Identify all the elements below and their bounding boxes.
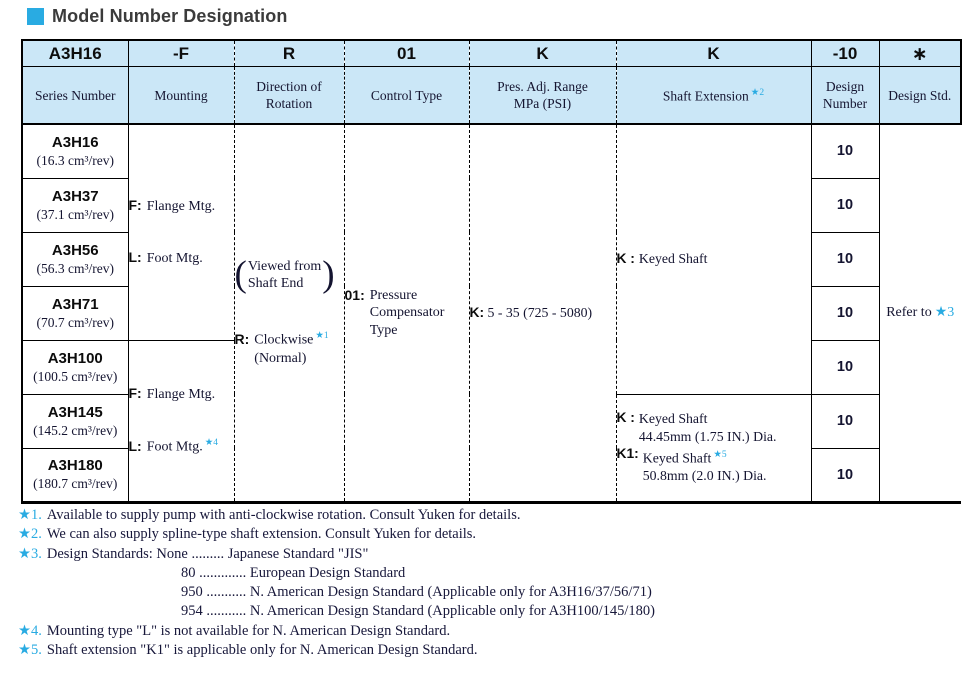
code-pressure: K	[469, 40, 616, 67]
rotation-cell: ( Viewed from Shaft End ) R: Clockwise $^{★1}$ (Normal)	[234, 124, 344, 502]
code-std	[879, 40, 961, 67]
viewed-from-note: ( Viewed from Shaft End )	[234, 254, 335, 296]
footnote-ref-1: ★1	[315, 331, 329, 342]
column-header-pressure: Pres. Adj. Range MPa (PSI)	[469, 67, 616, 125]
star-5-icon: ★5.	[18, 642, 42, 659]
column-header-design-std: Design Std.	[879, 67, 961, 125]
code-mounting: -F	[128, 40, 234, 67]
design-std-cell: Refer to ★3	[886, 305, 955, 321]
model-code-row	[22, 40, 961, 67]
mounting-group-1: F: Flange Mtg. L: Foot Mtg.	[128, 124, 234, 340]
series-cell-a3h71: A3H71 (70.7 cm³/rev)	[22, 286, 128, 340]
shaft-extension-group-1: K : Keyed Shaft	[616, 124, 811, 394]
series-cell-a3h56: A3H56 (56.3 cm³/rev)	[22, 232, 128, 286]
column-header-control: Control Type	[344, 67, 469, 125]
star-4-icon: ★4.	[18, 622, 42, 639]
control-type-cell: 01: Pressure Compensator Type	[344, 124, 469, 502]
footnote-4: ★4. Mounting type "L" is not available for N. American Design Standard.	[18, 622, 451, 639]
footnote-3-subline: 950 ........... N. American Design Standard (Applicable only for A3H16/37/56/71)	[181, 584, 652, 601]
star-1-icon: ★1.	[18, 507, 42, 523]
mounting-group-2: F: Flange Mtg. L: Foot Mtg. $^{★4}$	[128, 340, 234, 502]
footnote-ref-4: ★4	[204, 438, 219, 449]
series-cell-a3h16: A3H16 (16.3 cm³/rev)	[22, 124, 128, 178]
page-title: Model Number Designation	[52, 6, 288, 26]
design-number-cell: 10	[811, 178, 879, 232]
model-number-table	[21, 39, 962, 504]
column-header-series: Series Number	[22, 67, 128, 125]
footnote-ref-2: ★2	[750, 88, 765, 99]
column-header-row	[22, 67, 961, 125]
series-cell-a3h180: A3H180 (180.7 cm³/rev)	[22, 448, 128, 502]
design-number-cell: 10	[811, 124, 879, 178]
design-number-cell: 10	[811, 286, 879, 340]
column-header-shaft: Shaft Extension $^{★2}$	[616, 67, 811, 125]
footnote-2: ★2. We can also supply spline-type shaft extension. Consult Yuken for details.	[18, 526, 477, 543]
design-number-cell: 10	[811, 394, 879, 448]
column-header-mounting: Mounting	[128, 67, 234, 125]
code-design: -10	[811, 40, 879, 67]
footnote-3-subline: 954 ........... N. American Design Standard (Applicable only for A3H100/145/180)	[181, 603, 655, 620]
code-control: 01	[344, 40, 469, 67]
code-rotation: R	[234, 40, 344, 67]
column-header-rotation: Direction of Rotation	[234, 67, 344, 125]
footnote-ref-3: ★3	[934, 305, 955, 321]
code-shaft: K	[616, 40, 811, 67]
series-cell-a3h145: A3H145 (145.2 cm³/rev)	[22, 394, 128, 448]
design-number-cell: 10	[811, 232, 879, 286]
footnote-3-subline: 80 ............. European Design Standard	[181, 564, 406, 581]
footnote-3: ★3. Design Standards: None ......... Japanese Standard "JIS"	[18, 545, 369, 562]
footnote-1: ★1. Available to supply pump with anti-clockwise rotation. Consult Yuken for details.	[18, 507, 521, 523]
column-header-design-number: Design Number	[811, 67, 879, 125]
shaft-extension-group-2: K : Keyed Shaft 44.45mm (1.75 IN.) Dia. K1: Keyed Shaft $^{★5}$ 50.8mm (2.0 IN.) Dia.	[616, 394, 811, 502]
star-2-icon: ★2.	[18, 526, 42, 543]
pressure-range-cell: K: 5 - 35 (725 - 5080)	[469, 124, 616, 502]
design-number-cell: 10	[811, 448, 879, 502]
series-cell-a3h100: A3H100 (100.5 cm³/rev)	[22, 340, 128, 394]
design-number-cell: 10	[811, 340, 879, 394]
footnote-ref-5: ★5	[713, 449, 727, 460]
table-row-a3h16	[22, 124, 961, 178]
section-marker-icon	[27, 8, 44, 25]
section-title	[27, 6, 287, 27]
star-3-icon: ★3.	[18, 545, 42, 562]
footnote-5: ★5. Shaft extension "K1" is applicable only for N. American Design Standard.	[18, 642, 478, 659]
footnotes-block	[18, 506, 968, 660]
series-cell-a3h37: A3H37 (37.1 cm³/rev)	[22, 178, 128, 232]
code-series: A3H16	[22, 40, 128, 67]
asterisk-icon: ∗	[911, 42, 928, 65]
